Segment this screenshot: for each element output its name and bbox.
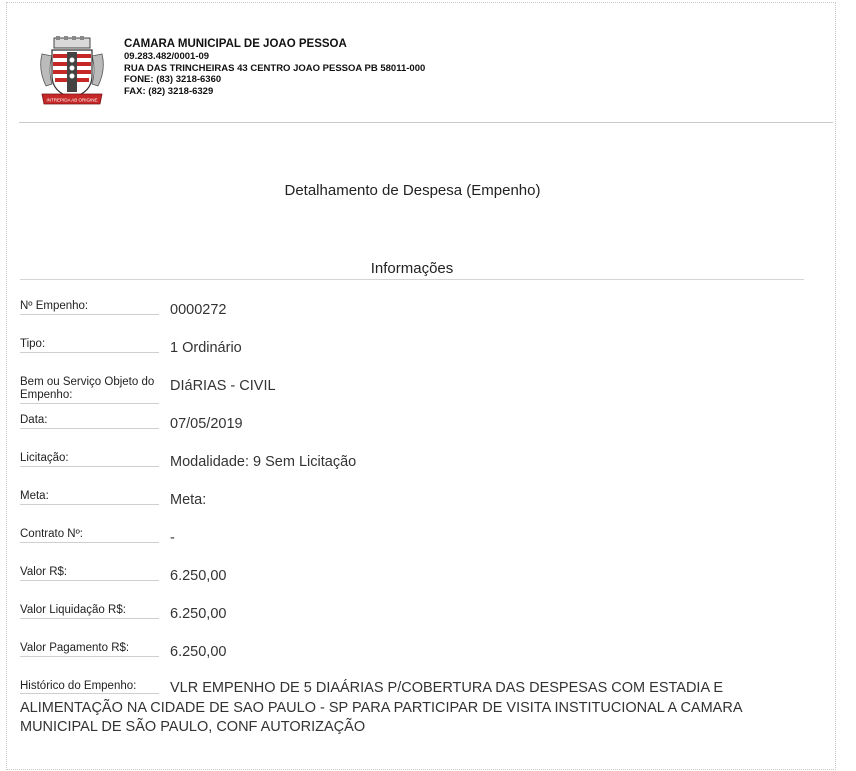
organization-cnpj: 09.283.482/0001-09 xyxy=(124,51,210,62)
field-value: Modalidade: 9 Sem Licitação xyxy=(170,454,357,470)
field-value: - xyxy=(170,530,175,546)
field-value: Meta: xyxy=(170,492,207,508)
field-label: Meta: xyxy=(20,490,159,505)
field-label: Licitação: xyxy=(20,452,159,467)
organization-phone: FONE: (83) 3218-6360 xyxy=(124,74,222,85)
field-label: Nº Empenho: xyxy=(20,300,159,315)
organization-name: CAMARA MUNICIPAL DE JOAO PESSOA xyxy=(124,38,347,50)
field-value: VLR EMPENHO DE 5 DIAÁRIAS P/COBERTURA DAS DESPESAS COM ESTADIA E ALIMENTAÇÃO NA CIDADE DE SAO PAULO - SP PARA PARTICIPAR DE VISITA INSTITUCIONAL A CAMARA MUNICIPAL DE SÃO PAULO, CONF AUTORIZAÇÃO xyxy=(20,680,742,735)
field-value: 1 Ordinário xyxy=(170,340,242,356)
field-value: 07/05/2019 xyxy=(170,416,243,432)
field-label: Valor R$: xyxy=(20,566,159,581)
field-row-historico xyxy=(20,679,800,738)
organization-address: RUA DAS TRINCHEIRAS 43 CENTRO JOAO PESSOA PB 58011-000 xyxy=(124,62,426,74)
field-label: Data: xyxy=(20,414,159,429)
field-value: 6.250,00 xyxy=(170,568,227,584)
logo-motto: INTREPIDA AB ORIGINE xyxy=(46,97,98,103)
field-label: Histórico do Empenho: xyxy=(20,680,159,694)
coat-of-arms-icon xyxy=(38,36,106,106)
header-divider xyxy=(19,122,833,123)
field-label: Tipo: xyxy=(20,338,159,353)
field-value: 6.250,00 xyxy=(170,644,227,660)
field-value: 6.250,00 xyxy=(170,606,227,622)
page-title: Detalhamento de Despesa (Empenho) xyxy=(284,182,541,199)
field-value: 0000272 xyxy=(170,302,227,318)
field-label: Bem ou Serviço Objeto do Empenho: xyxy=(20,376,159,404)
field-label: Valor Liquidação R$: xyxy=(20,604,159,619)
section-title: Informações xyxy=(20,260,804,280)
organization-info xyxy=(124,38,425,97)
field-label: Contrato Nº: xyxy=(20,528,159,543)
organization-fax: FAX: (82) 3218-6329 xyxy=(124,85,214,97)
field-label: Valor Pagamento R$: xyxy=(20,642,159,657)
field-value: DIáRIAS - CIVIL xyxy=(170,378,276,394)
